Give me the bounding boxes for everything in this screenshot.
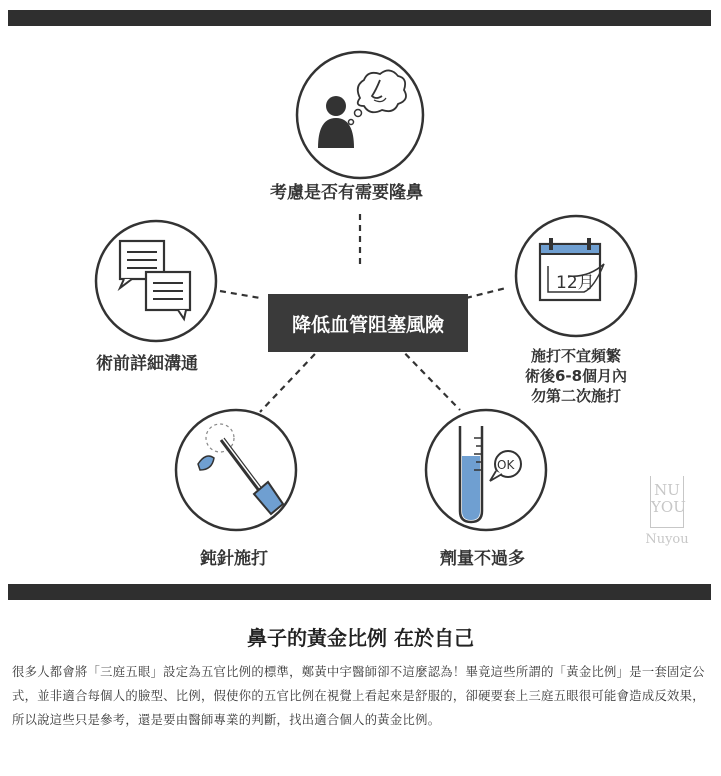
right-label-line: 施打不宜頻繁 [530, 347, 621, 365]
center-risk-box: 降低血管阻塞風險 [268, 294, 468, 352]
right-label-line: 術後6-8個月內 [524, 367, 628, 385]
calendar-month-text: 12月 [556, 273, 595, 293]
infographic [8, 26, 711, 584]
top-label: 考慮是否有需要隆鼻 [270, 183, 423, 203]
watermark-box-line: NU [654, 481, 680, 499]
ok-text: OK [497, 458, 515, 472]
article-paragraph: 很多人都會將「三庭五眼」設定為五官比例的標準，鄭黃中宇醫師卻不這麼認為！畢竟這些所謂的「黃金比例」是一套固定公式，並非適合每個人的臉型、比例，假使你的五官比例在視覺上看起來是舒服的，卻硬要套上三庭五眼很可能會造成反效果，所以說這些只是參考，還是要由醫師專業的判斷，找出適合個人的黃金比例。 [12, 665, 705, 727]
bottom-left-label: 鈍針施打 [200, 549, 268, 569]
watermark-box [650, 476, 684, 528]
test-tube-icon [426, 410, 546, 530]
article-title: 鼻子的黃金比例 在於自己 [247, 626, 474, 650]
blunt-needle-icon [176, 410, 296, 530]
watermark-box-line: YOU [651, 498, 686, 516]
watermark-text: Nuyou [645, 532, 689, 547]
right-label [516, 346, 636, 406]
calendar-icon [516, 216, 636, 336]
nuyou-watermark-logo [638, 476, 696, 574]
thinking-person-icon [297, 52, 423, 178]
right-label-line: 勿第二次施打 [530, 387, 621, 405]
chat-bubbles-icon [96, 221, 216, 341]
top-border-bar [8, 10, 711, 26]
bottom-border-bar [8, 584, 711, 600]
left-label: 術前詳細溝通 [96, 354, 198, 374]
bottom-right-label: 劑量不過多 [440, 549, 525, 569]
connector-right [466, 288, 506, 298]
connector-left [220, 291, 260, 298]
